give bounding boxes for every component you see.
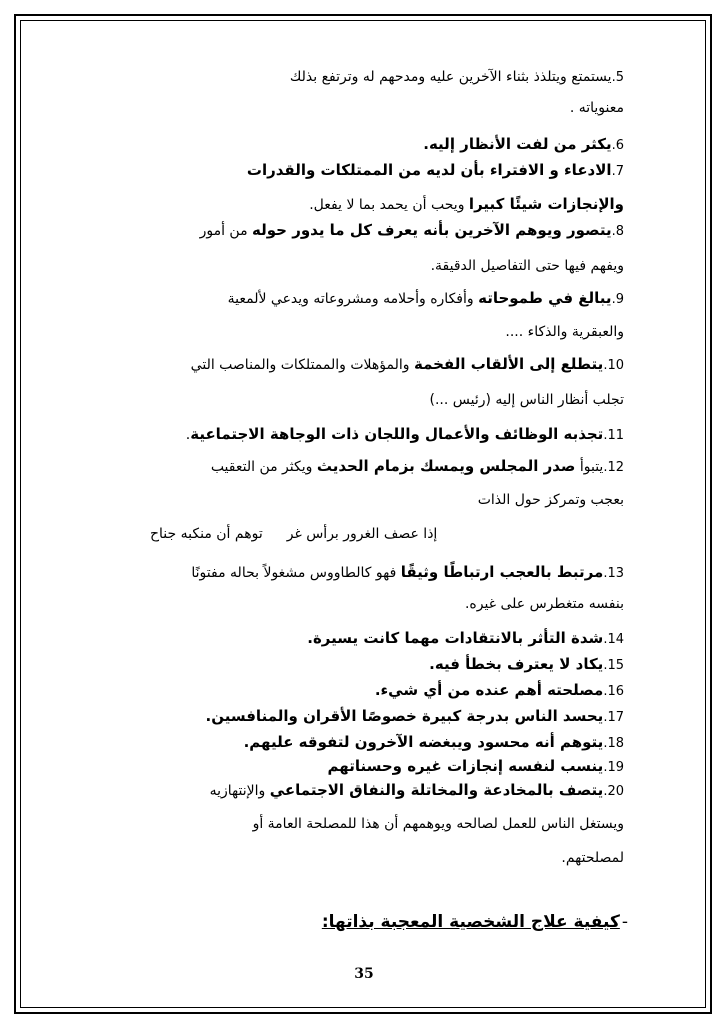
text-line: 6.يكثر من لفت الأنظار إليه. bbox=[423, 135, 624, 153]
text-line: 7.الادعاء و الافتراء بأن لديه من الممتلكات والقدرات bbox=[246, 161, 624, 179]
text-line: ويستغل الناس للعمل لصالحه ويوهمهم أن هذا للمصلحة العامة أو bbox=[252, 816, 624, 832]
section-heading: -كيفية علاج الشخصية المعجبة بذاتها: bbox=[321, 912, 628, 932]
text-line: 19.ينسب لنفسه إنجازات غيره وحسناتهم bbox=[327, 757, 624, 775]
poem-verse: إذا عصف الغرور برأس غرتوهم أن منكبه جناح bbox=[150, 526, 438, 542]
text-line: 15.يكاد لا يعترف بخطأ فيه. bbox=[429, 655, 624, 673]
text-line: ويفهم فيها حتى التفاصيل الدقيقة. bbox=[430, 258, 624, 274]
text-line: لمصلحتهم. bbox=[561, 850, 624, 866]
text-line: 16.مصلحته أهم عنده من أي شيء. bbox=[374, 681, 624, 699]
text-line: 9.يبالغ في طموحاته وأفكاره وأحلامه ومشروعاته ويدعي لألمعية bbox=[227, 289, 624, 307]
text-line: والعبقرية والذكاء .... bbox=[505, 324, 624, 340]
text-line: بنفسه متغطرس على غيره. bbox=[464, 596, 624, 612]
text-line: 17.يحسد الناس بدرجة كبيرة خصوصًا الأقران والمنافسين. bbox=[205, 707, 624, 725]
text-line: 12.يتبوأ صدر المجلس ويمسك بزمام الحديث ويكثر من التعقيب bbox=[210, 457, 624, 475]
text-line: 10.يتطلع إلى الألقاب الفخمة والمؤهلات والممتلكات والمناصب التي bbox=[190, 355, 624, 373]
page-number: 35 bbox=[354, 966, 374, 982]
text-line: 20.يتصف بالمخادعة والمخاتلة والنفاق الاجتماعي والإنتهازيه bbox=[209, 781, 624, 799]
text-line: معنوياته . bbox=[569, 100, 624, 116]
text-line: والإنجازات شيئًا كبيرا ويحب أن يحمد بما لا يفعل. bbox=[309, 195, 624, 213]
text-line: تجلب أنظار الناس إليه (رئيس ...) bbox=[429, 392, 624, 408]
text-line: 18.يتوهم أنه محسود ويبغضه الآخرون لتفوقه عليهم. bbox=[243, 733, 624, 751]
text-line: 5.يستمتع ويتلذذ بثناء الآخرين عليه ومدحهم له وترتفع بذلك bbox=[289, 69, 624, 85]
text-line: 13.مرتبط بالعجب ارتباطًا وثيقًا فهو كالطاووس مشغولاً بحاله مفتونًا bbox=[191, 563, 624, 581]
text-line: 11.تجذبه الوظائف والأعمال واللجان ذات الوجاهة الاجتماعية. bbox=[185, 425, 624, 443]
text-line: بعجب وتمركز حول الذات bbox=[477, 492, 624, 508]
text-line: 14.شدة التأثر بالانتقادات مهما كانت يسيرة. bbox=[307, 629, 624, 647]
text-line: 8.يتصور ويوهم الآخرين بأنه يعرف كل ما يدور حوله من أمور bbox=[199, 221, 624, 239]
